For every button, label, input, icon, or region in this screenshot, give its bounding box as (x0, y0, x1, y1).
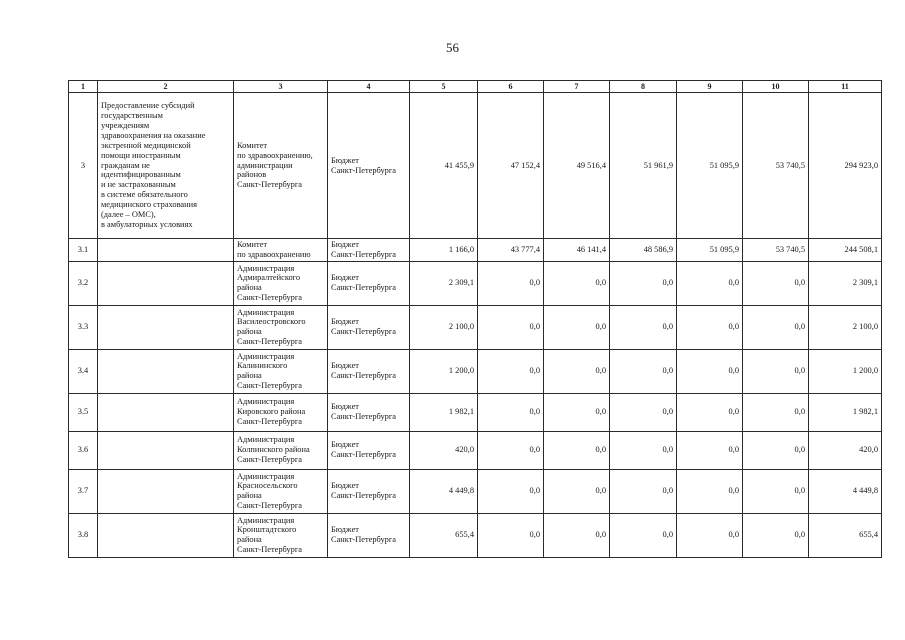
value-col-10: 0,0 (743, 393, 809, 431)
value-col-5: 1 982,1 (410, 393, 478, 431)
value-col-8: 51 961,9 (610, 93, 677, 239)
executor: Комитет по здравоохранению, администрации районов Санкт-Петербурга (234, 93, 328, 239)
value-col-7: 0,0 (544, 393, 610, 431)
value-col-8: 0,0 (610, 513, 677, 557)
value-col-8: 0,0 (610, 431, 677, 469)
value-col-10: 0,0 (743, 261, 809, 305)
value-col-10: 0,0 (743, 349, 809, 393)
executor: Администрация Кировского района Санкт-Петербурга (234, 393, 328, 431)
measure-name (98, 239, 234, 262)
executor: Администрация Адмиралтейского района Санкт-Петербурга (234, 261, 328, 305)
value-col-11: 420,0 (809, 431, 882, 469)
value-col-5: 41 455,9 (410, 93, 478, 239)
value-col-7: 49 516,4 (544, 93, 610, 239)
value-col-11: 4 449,8 (809, 469, 882, 513)
measure-name (98, 431, 234, 469)
funding-source: Бюджет Санкт-Петербурга (328, 305, 410, 349)
value-col-10: 53 740,5 (743, 93, 809, 239)
executor: Администрация Колпинского района Санкт-Петербурга (234, 431, 328, 469)
value-col-11: 655,4 (809, 513, 882, 557)
table-row (69, 431, 882, 469)
value-col-11: 2 309,1 (809, 261, 882, 305)
value-col-9: 0,0 (677, 305, 743, 349)
budget-table (68, 80, 882, 558)
row-number: 3.4 (69, 349, 98, 393)
funding-source: Бюджет Санкт-Петербурга (328, 393, 410, 431)
value-col-5: 420,0 (410, 431, 478, 469)
funding-source: Бюджет Санкт-Петербурга (328, 93, 410, 239)
table-body (69, 93, 882, 558)
value-col-7: 0,0 (544, 431, 610, 469)
row-number: 3.2 (69, 261, 98, 305)
value-col-10: 0,0 (743, 469, 809, 513)
value-col-7: 0,0 (544, 349, 610, 393)
column-header-9: 9 (677, 81, 743, 93)
row-number: 3.6 (69, 431, 98, 469)
row-number: 3.8 (69, 513, 98, 557)
measure-name (98, 393, 234, 431)
column-header-1: 1 (69, 81, 98, 93)
funding-source: Бюджет Санкт-Петербурга (328, 513, 410, 557)
value-col-5: 4 449,8 (410, 469, 478, 513)
value-col-5: 655,4 (410, 513, 478, 557)
row-number: 3 (69, 93, 98, 239)
value-col-7: 0,0 (544, 305, 610, 349)
value-col-6: 0,0 (478, 349, 544, 393)
value-col-11: 294 923,0 (809, 93, 882, 239)
measure-name: Предоставление субсидий государственным учреждениям здравоохранения на оказание экстренной медицинской помощи иностранным гражданам не идентифицированным и не застрахованным в системе обязательного медицинского страхования (далее – ОМС), в амбулаторных условиях (98, 93, 234, 239)
table-row (69, 305, 882, 349)
table-row (69, 93, 882, 239)
value-col-7: 0,0 (544, 261, 610, 305)
value-col-9: 51 095,9 (677, 239, 743, 262)
row-number: 3.3 (69, 305, 98, 349)
column-header-4: 4 (328, 81, 410, 93)
executor: Администрация Василеостровского района Санкт-Петербурга (234, 305, 328, 349)
table-row (69, 393, 882, 431)
column-header-5: 5 (410, 81, 478, 93)
value-col-6: 0,0 (478, 431, 544, 469)
value-col-8: 48 586,9 (610, 239, 677, 262)
executor: Комитет по здравоохранению (234, 239, 328, 262)
value-col-8: 0,0 (610, 393, 677, 431)
value-col-6: 0,0 (478, 305, 544, 349)
measure-name (98, 349, 234, 393)
value-col-6: 47 152,4 (478, 93, 544, 239)
column-header-3: 3 (234, 81, 328, 93)
value-col-9: 0,0 (677, 349, 743, 393)
measure-name (98, 305, 234, 349)
value-col-9: 0,0 (677, 469, 743, 513)
value-col-5: 1 166,0 (410, 239, 478, 262)
row-number: 3.1 (69, 239, 98, 262)
value-col-9: 0,0 (677, 393, 743, 431)
funding-source: Бюджет Санкт-Петербурга (328, 431, 410, 469)
value-col-6: 0,0 (478, 469, 544, 513)
measure-name (98, 469, 234, 513)
funding-source: Бюджет Санкт-Петербурга (328, 349, 410, 393)
value-col-10: 0,0 (743, 431, 809, 469)
header-row (69, 81, 882, 93)
value-col-7: 0,0 (544, 469, 610, 513)
value-col-8: 0,0 (610, 305, 677, 349)
value-col-7: 46 141,4 (544, 239, 610, 262)
funding-source: Бюджет Санкт-Петербурга (328, 261, 410, 305)
measure-name (98, 261, 234, 305)
executor: Администрация Красносельского района Санкт-Петербурга (234, 469, 328, 513)
value-col-6: 43 777,4 (478, 239, 544, 262)
executor: Администрация Калининского района Санкт-Петербурга (234, 349, 328, 393)
value-col-5: 1 200,0 (410, 349, 478, 393)
value-col-11: 2 100,0 (809, 305, 882, 349)
value-col-10: 0,0 (743, 305, 809, 349)
value-col-5: 2 100,0 (410, 305, 478, 349)
executor: Администрация Кронштадтского района Санкт-Петербурга (234, 513, 328, 557)
value-col-6: 0,0 (478, 513, 544, 557)
value-col-9: 0,0 (677, 431, 743, 469)
value-col-11: 244 508,1 (809, 239, 882, 262)
value-col-9: 0,0 (677, 513, 743, 557)
value-col-11: 1 200,0 (809, 349, 882, 393)
value-col-11: 1 982,1 (809, 393, 882, 431)
column-header-10: 10 (743, 81, 809, 93)
table-row (69, 349, 882, 393)
page-number: 56 (446, 40, 459, 55)
table-row (69, 513, 882, 557)
value-col-10: 0,0 (743, 513, 809, 557)
value-col-8: 0,0 (610, 469, 677, 513)
row-number: 3.7 (69, 469, 98, 513)
table-row (69, 261, 882, 305)
column-header-11: 11 (809, 81, 882, 93)
table-row (69, 239, 882, 262)
value-col-6: 0,0 (478, 393, 544, 431)
column-header-2: 2 (98, 81, 234, 93)
value-col-5: 2 309,1 (410, 261, 478, 305)
measure-name (98, 513, 234, 557)
row-number: 3.5 (69, 393, 98, 431)
funding-source: Бюджет Санкт-Петербурга (328, 239, 410, 262)
table-row (69, 469, 882, 513)
column-header-7: 7 (544, 81, 610, 93)
value-col-8: 0,0 (610, 349, 677, 393)
value-col-7: 0,0 (544, 513, 610, 557)
column-header-8: 8 (610, 81, 677, 93)
funding-source: Бюджет Санкт-Петербурга (328, 469, 410, 513)
value-col-9: 0,0 (677, 261, 743, 305)
value-col-6: 0,0 (478, 261, 544, 305)
column-header-6: 6 (478, 81, 544, 93)
value-col-8: 0,0 (610, 261, 677, 305)
value-col-10: 53 740,5 (743, 239, 809, 262)
value-col-9: 51 095,9 (677, 93, 743, 239)
